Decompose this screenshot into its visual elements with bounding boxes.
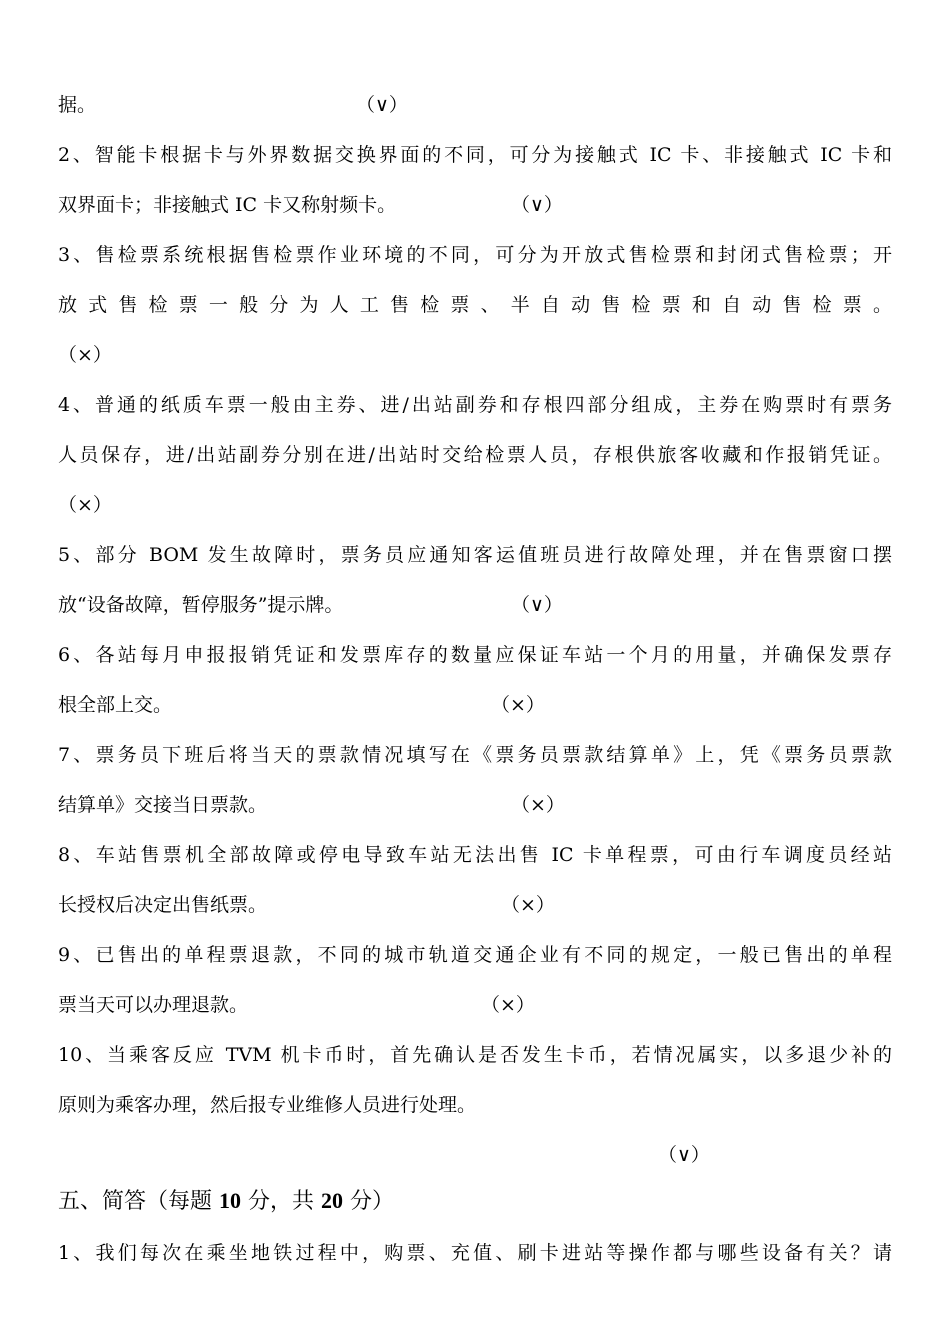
section-score-each: 10 bbox=[219, 1188, 241, 1213]
question-9-line-1: 9、已售出的单程票退款，不同的城市轨道交通企业有不同的规定，一般已售出的单程 bbox=[58, 944, 892, 966]
question-3-answer: （×） bbox=[58, 344, 112, 366]
question-4-line-2: 人员保存，进/出站副券分别在进/出站时交给检票人员，存根供旅客收藏和作报销凭证。 bbox=[58, 444, 892, 466]
question-3-line-1: 3、售检票系统根据售检票作业环境的不同，可分为开放式售检票和封闭式售检票；开 bbox=[58, 244, 892, 266]
question-7-answer: （×） bbox=[511, 794, 565, 816]
question-6-line-2: 根全部上交。 bbox=[58, 694, 173, 716]
question-5-line-2: 放“设备故障，暂停服务”提示牌。 bbox=[58, 594, 344, 616]
question-8-answer: （×） bbox=[501, 894, 555, 916]
question-6-answer: （×） bbox=[491, 694, 545, 716]
question-2-line-2: 双界面卡；非接触式 IC 卡又称射频卡。 bbox=[58, 194, 397, 216]
question-9-line-2: 票当天可以办理退款。 bbox=[58, 994, 249, 1016]
question-8-line-2: 长授权后决定出售纸票。 bbox=[58, 894, 268, 916]
question-8-line-1: 8、车站售票机全部故障或停电导致车站无法出售 IC 卡单程票，可由行车调度员经站 bbox=[58, 844, 892, 866]
document-page bbox=[58, 0, 892, 1344]
question-9-answer: （×） bbox=[481, 994, 535, 1016]
question-7-line-2: 结算单》交接当日票款。 bbox=[58, 794, 268, 816]
question-6-line-1: 6、各站每月申报报销凭证和发票库存的数量应保证车站一个月的用量，并确保发票存 bbox=[58, 644, 892, 666]
question-5-line-1: 5、部分 BOM 发生故障时，票务员应通知客运值班员进行故障处理，并在售票窗口摆 bbox=[58, 544, 892, 566]
question-2-line-1: 2、智能卡根据卡与外界数据交换界面的不同，可分为接触式 IC 卡、非接触式 IC 卡和 bbox=[58, 144, 892, 166]
question-10-line-2: 原则为乘客办理，然后报专业维修人员进行处理。 bbox=[58, 1094, 477, 1116]
question-5-answer: （∨） bbox=[511, 594, 563, 616]
section-heading bbox=[58, 1184, 892, 1218]
question-3-line-2: 放 式 售 检 票 一 般 分 为 人 工 售 检 票 、 半 自 动 售 检 票 和 自 动 售 检 票 。 bbox=[58, 294, 892, 316]
question-10-line-1: 10、当乘客反应 TVM 机卡币时，首先确认是否发生卡币，若情况属实，以多退少补的 bbox=[58, 1044, 892, 1066]
question-7-line-1: 7、票务员下班后将当天的票款情况填写在《票务员票款结算单》上，凭《票务员票款 bbox=[58, 744, 892, 766]
short-answer-question-1: 1、我们每次在乘坐地铁过程中，购票、充值、刷卡进站等操作都与哪些设备有关？请 bbox=[58, 1242, 892, 1264]
section-heading-suffix: 分） bbox=[343, 1189, 394, 1214]
question-10-answer: （∨） bbox=[658, 1144, 710, 1166]
question-2-answer: （∨） bbox=[511, 194, 563, 216]
question-4-answer: （×） bbox=[58, 494, 112, 516]
question-1-answer: （∨） bbox=[356, 94, 408, 116]
section-heading-middle: 分，共 bbox=[241, 1189, 321, 1214]
section-heading-prefix: 五、简答（每题 bbox=[58, 1189, 219, 1214]
section-score-total: 20 bbox=[321, 1188, 343, 1213]
question-1-line-1: 据。 bbox=[58, 94, 97, 116]
question-4-line-1: 4、普通的纸质车票一般由主券、进/出站副券和存根四部分组成，主券在购票时有票务 bbox=[58, 394, 892, 416]
